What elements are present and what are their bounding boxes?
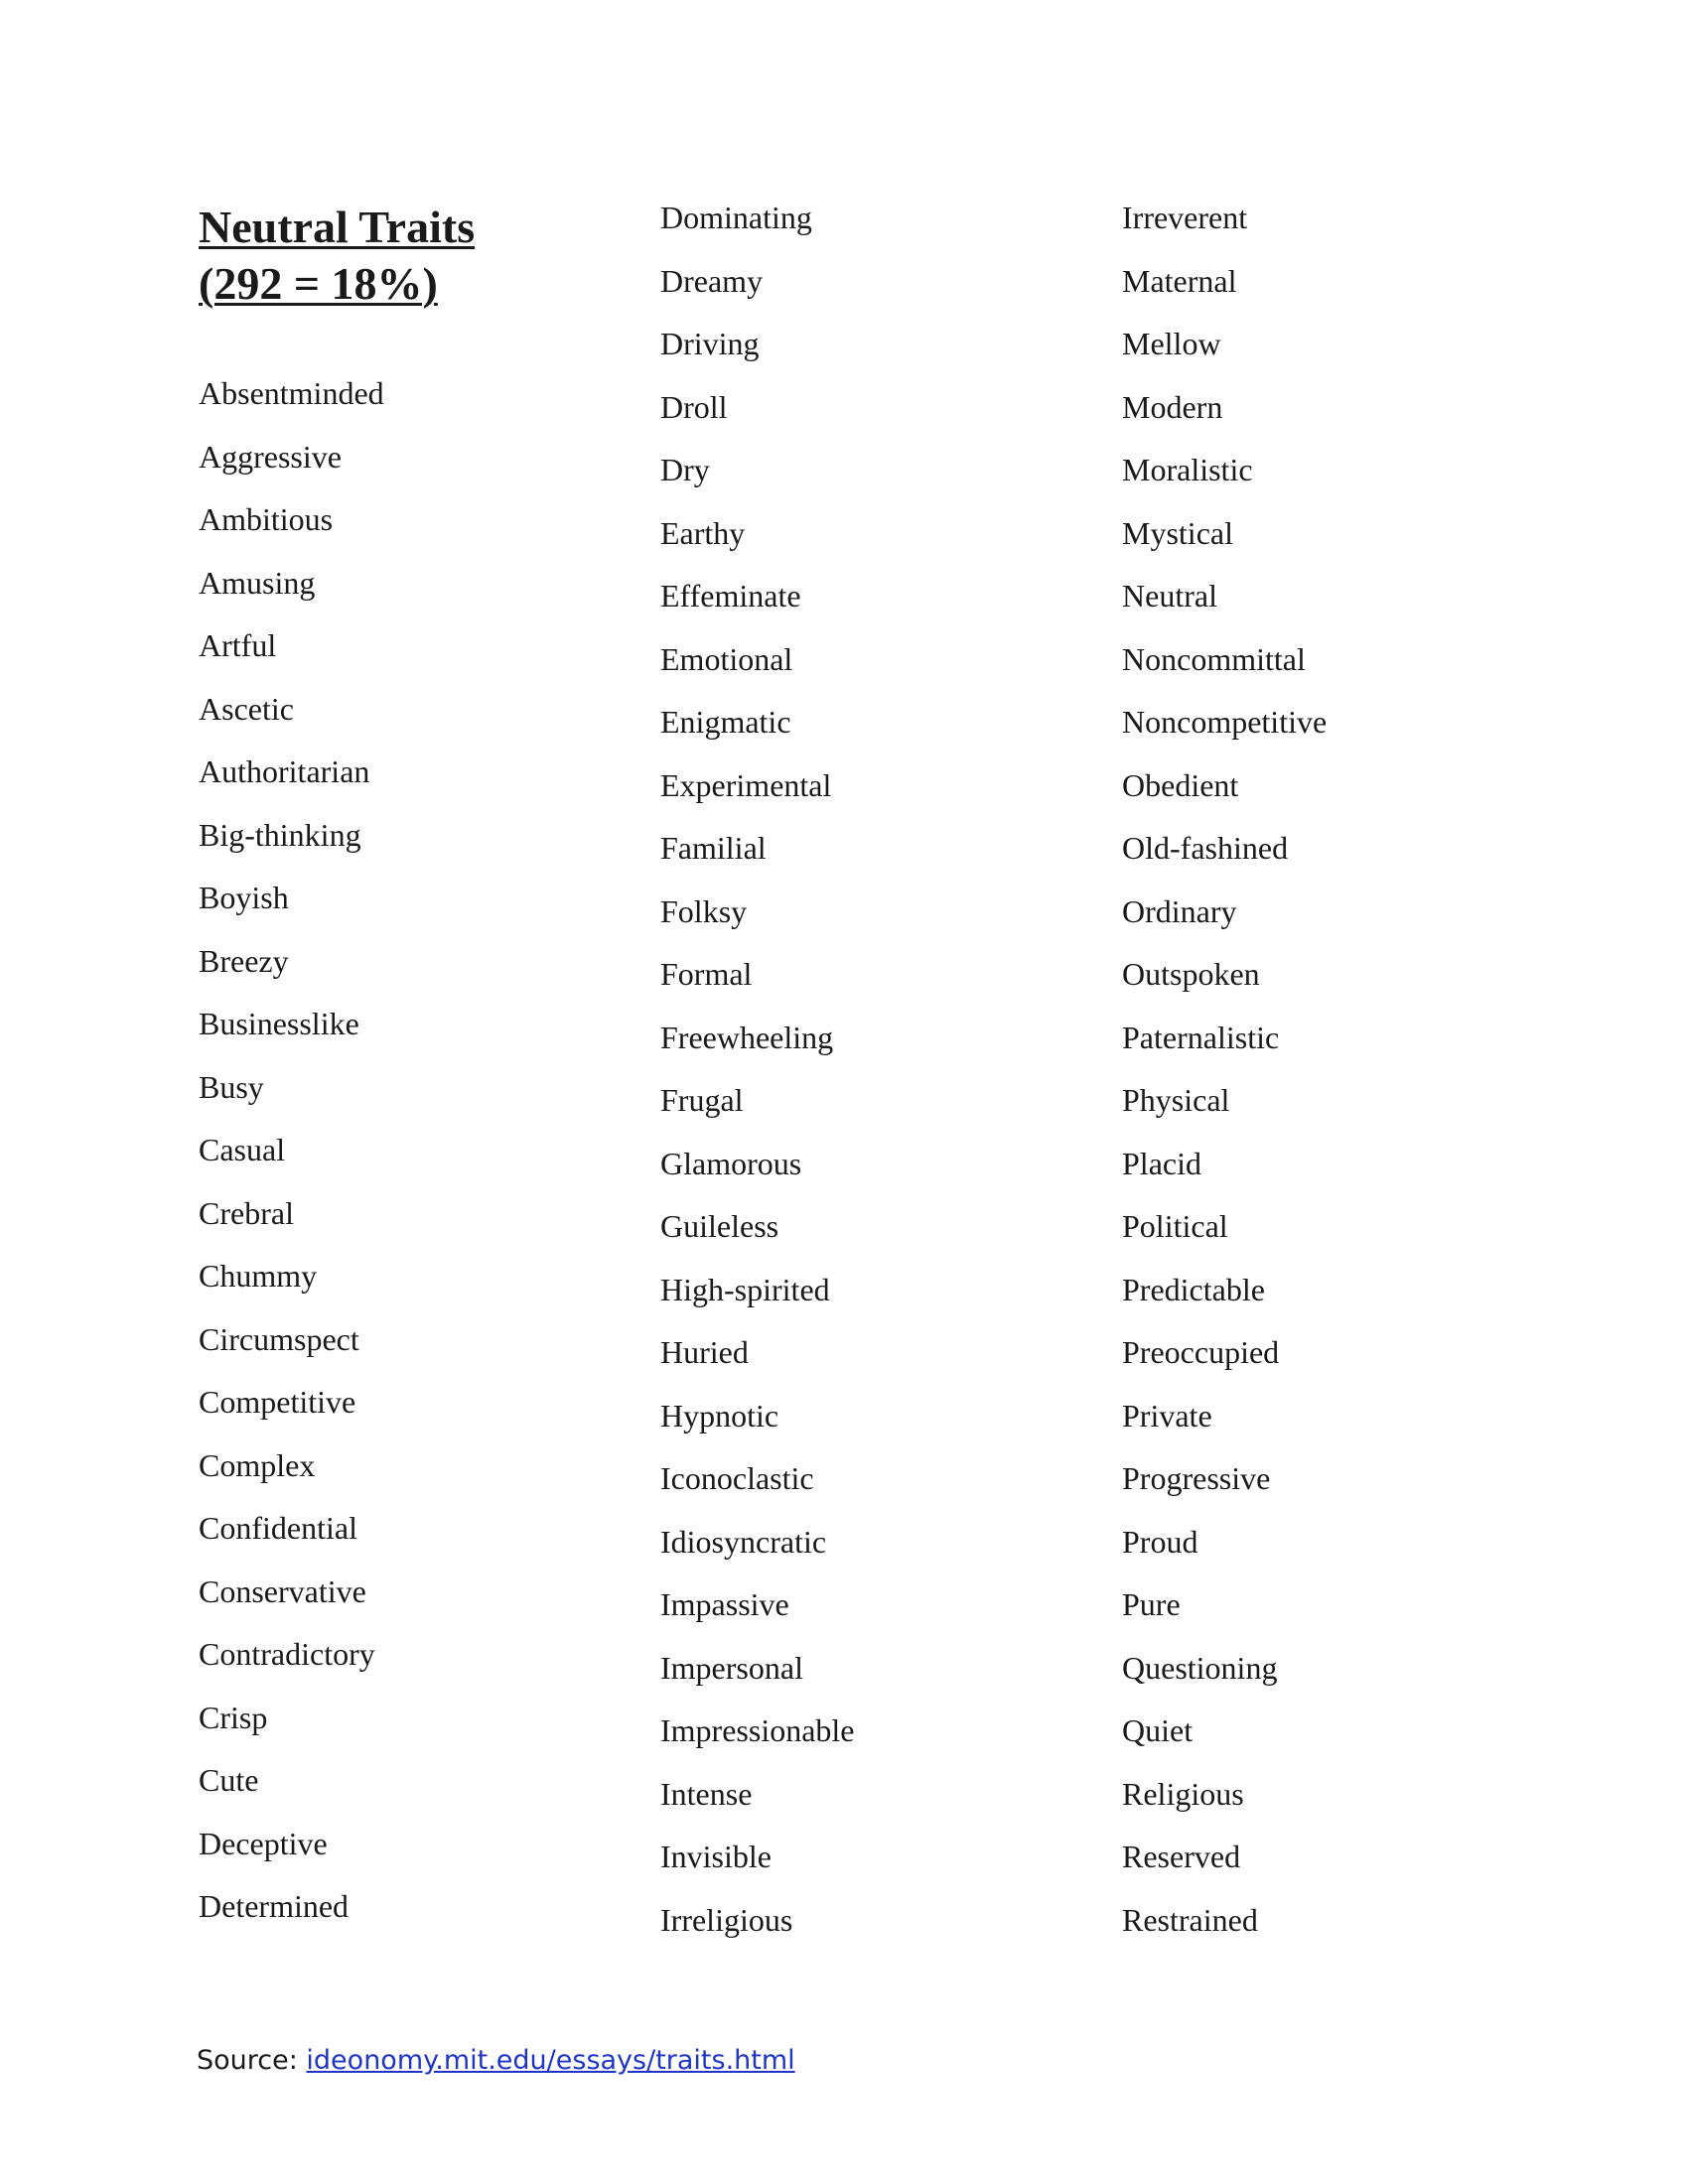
trait-item: Deceptive [199,1825,328,1861]
trait-item: Earthy [660,514,746,551]
trait-item: Frugal [660,1082,744,1118]
traits-column-2 [660,187,855,1952]
trait-item: Paternalistic [1122,1019,1280,1055]
traits-column-3 [1122,187,1327,1952]
trait-item: Dry [660,452,710,487]
trait-item: Iconoclastic [660,1460,814,1496]
trait-item: Neutral [1122,578,1217,614]
trait-item: Hypnotic [660,1397,779,1433]
source-line [197,2043,795,2079]
trait-item: Preoccupied [1122,1334,1280,1370]
trait-item: Dominating [660,200,812,235]
trait-item: Guileless [660,1208,779,1244]
trait-item: Cute [199,1762,259,1798]
source-link[interactable]: ideonomy.mit.edu/essays/traits.html [306,2045,795,2076]
trait-item: Droll [660,388,728,425]
trait-item: Casual [199,1132,286,1167]
trait-item: Proud [1122,1523,1198,1560]
trait-item: Mystical [1122,514,1233,551]
trait-item: Irreligious [660,1901,793,1938]
trait-item: Aggressive [199,438,342,475]
trait-item: Big-thinking [199,816,361,853]
trait-item: Chummy [199,1258,318,1294]
title-line-1: Neutral Traits [199,202,476,252]
trait-item: Outspoken [1122,956,1260,992]
trait-item: Moralistic [1122,452,1253,487]
trait-item: Artful [199,627,277,663]
trait-item: Formal [660,956,753,992]
trait-item: Physical [1122,1082,1230,1118]
trait-item: Idiosyncratic [660,1523,827,1560]
trait-item: Reserved [1122,1839,1241,1874]
trait-item: Pure [1122,1586,1181,1622]
trait-item: Impassive [660,1586,789,1622]
trait-item: Private [1122,1397,1212,1433]
trait-item: Glamorous [660,1145,802,1181]
trait-item: Maternal [1122,262,1237,299]
trait-item: Progressive [1122,1460,1271,1496]
trait-item: Huried [660,1334,749,1370]
trait-item: High-spirited [660,1271,830,1307]
trait-item: Ordinary [1122,892,1237,929]
trait-item: Amusing [199,564,316,601]
trait-item: Noncompetitive [1122,704,1328,740]
source-label: Source: [197,2045,307,2076]
trait-item: Busy [199,1068,264,1105]
trait-item: Crisp [199,1699,268,1735]
trait-item: Familial [660,830,767,866]
trait-item: Effeminate [660,578,801,614]
page-title [199,199,475,312]
trait-item: Noncommittal [1122,640,1306,677]
trait-item: Predictable [1122,1271,1265,1307]
trait-item: Conservative [199,1572,366,1609]
trait-item: Questioning [1122,1649,1278,1686]
trait-item: Determined [199,1888,350,1924]
trait-item: Authoritarian [199,753,370,789]
trait-item: Religious [1122,1775,1244,1812]
trait-item: Circumspect [199,1320,359,1357]
trait-item: Political [1122,1208,1228,1244]
trait-item: Intense [660,1775,753,1812]
trait-item: Irreverent [1122,200,1248,235]
trait-item: Confidential [199,1510,357,1546]
trait-item: Folksy [660,892,748,929]
trait-item: Ascetic [199,690,294,727]
trait-item: Crebral [199,1194,294,1231]
trait-item: Complex [199,1446,316,1483]
trait-item: Emotional [660,640,793,677]
title-line-2: (292 = 18%) [199,258,438,309]
trait-item: Impersonal [660,1649,803,1686]
trait-item: Obedient [1122,766,1239,803]
trait-item: Contradictory [199,1636,375,1672]
trait-item: Competitive [199,1384,356,1420]
trait-item: Placid [1122,1145,1201,1181]
trait-item: Freewheeling [660,1019,834,1055]
trait-item: Breezy [199,942,289,979]
trait-item: Impressionable [660,1712,855,1748]
trait-item: Invisible [660,1839,772,1874]
trait-item: Old-fashined [1122,830,1289,866]
trait-item: Restrained [1122,1901,1258,1938]
traits-column-1 [199,362,384,1939]
trait-item: Driving [660,326,760,361]
trait-item: Absentminded [199,375,384,411]
trait-item: Quiet [1122,1712,1194,1748]
trait-item: Modern [1122,388,1223,425]
trait-item: Ambitious [199,501,334,537]
trait-item: Experimental [660,766,832,803]
trait-item: Enigmatic [660,704,791,740]
trait-item: Mellow [1122,326,1221,361]
trait-item: Businesslike [199,1006,359,1041]
trait-item: Boyish [199,880,289,915]
trait-item: Dreamy [660,262,764,299]
